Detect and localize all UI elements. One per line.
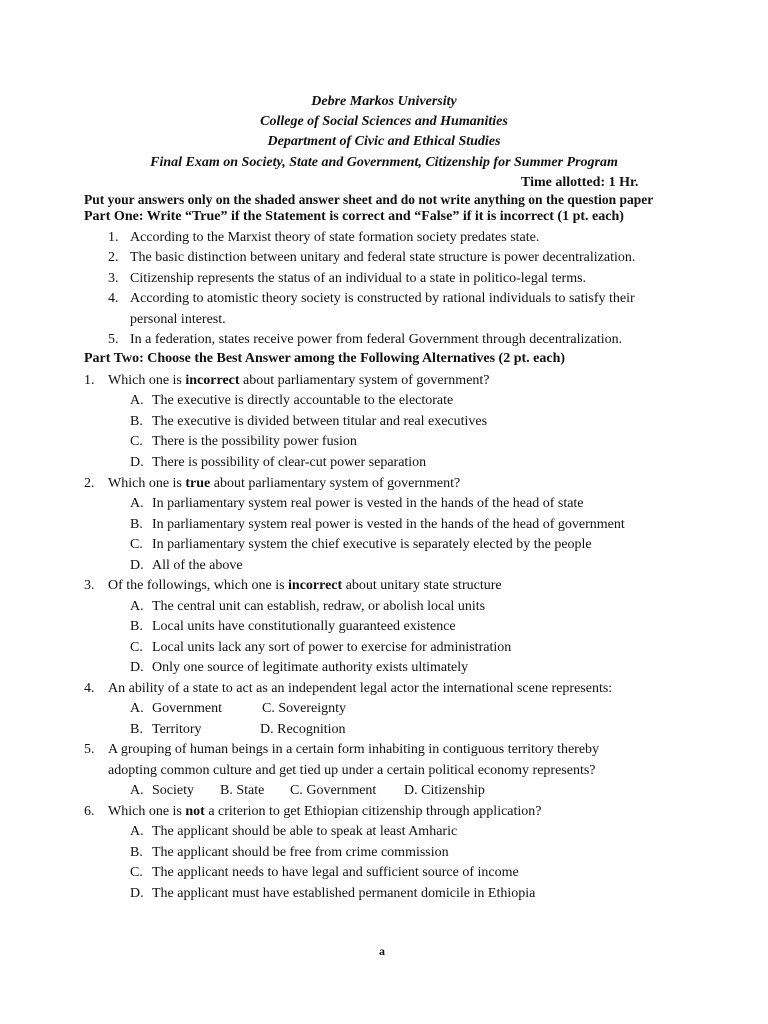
- option-letter: A.: [130, 599, 144, 614]
- statement-number: 5.: [108, 332, 119, 347]
- option-text: All of the above: [152, 558, 243, 573]
- question-emphasis: true: [185, 476, 211, 491]
- option-text: C. Sovereignty: [262, 701, 346, 716]
- option-letter: B.: [130, 517, 143, 532]
- option-letter: A.: [130, 701, 144, 716]
- question-text: [108, 803, 542, 821]
- question-number: 3.: [84, 578, 95, 593]
- question-text: [108, 475, 460, 493]
- question-number: 1.: [84, 373, 95, 388]
- option-letter: C.: [130, 865, 143, 880]
- question-text-part: a criterion to get Ethiopian citizenship through application?: [204, 804, 542, 819]
- page-marker: a: [379, 944, 385, 958]
- statement-text-continued: personal interest.: [130, 312, 226, 327]
- statement-text: According to the Marxist theory of state formation society predates state.: [130, 230, 540, 245]
- option-text: The applicant must have established permanent domicile in Ethiopia: [152, 886, 536, 901]
- question-emphasis: incorrect: [288, 578, 343, 593]
- option-text: The applicant needs to have legal and sufficient source of income: [152, 865, 519, 880]
- college-name: College of Social Sciences and Humanities: [260, 114, 508, 129]
- statement-text: The basic distinction between unitary and federal state structure is power decentralization.: [130, 250, 636, 265]
- option-letter: B.: [130, 414, 143, 429]
- option-text: The executive is directly accountable to the electorate: [152, 393, 454, 408]
- option-text: Government: [152, 701, 222, 716]
- option-text: Territory: [152, 722, 202, 737]
- option-letter: D.: [130, 558, 144, 573]
- option-text: In parliamentary system real power is vested in the hands of the head of state: [152, 496, 584, 511]
- option-text: The executive is divided between titular and real executives: [152, 414, 488, 429]
- option-text: There is possibility of clear-cut power separation: [152, 455, 427, 470]
- option-letter: B.: [130, 845, 143, 860]
- option-letter: D.: [130, 886, 144, 901]
- question-number: 2.: [84, 476, 95, 491]
- question-text: An ability of a state to act as an independent legal actor the international scene represents:: [108, 681, 613, 696]
- department-name: Department of Civic and Ethical Studies: [267, 134, 501, 149]
- option-letter: A.: [130, 496, 144, 511]
- option-text: In parliamentary system real power is vested in the hands of the head of government: [152, 517, 625, 532]
- time-allotted: Time allotted: 1 Hr.: [521, 175, 639, 190]
- question-number: 5.: [84, 742, 95, 757]
- question-number: 4.: [84, 681, 95, 696]
- option-text: Local units lack any sort of power to exercise for administration: [152, 640, 512, 655]
- option-text: D. Citizenship: [404, 783, 485, 798]
- option-letter: C.: [130, 537, 143, 552]
- option-letter: B.: [130, 619, 143, 634]
- option-letter: D.: [130, 660, 144, 675]
- option-letter: A.: [130, 824, 144, 839]
- option-text: In parliamentary system the chief executive is separately elected by the people: [152, 537, 592, 552]
- question-text-part: about parliamentary system of government?: [210, 476, 461, 491]
- option-text: The applicant should be free from crime commission: [152, 845, 449, 860]
- part-one-heading: Part One: Write “True” if the Statement is correct and “False” if it is incorrect (1 pt. each): [84, 209, 624, 224]
- option-text: The central unit can establish, redraw, or abolish local units: [152, 599, 486, 614]
- option-letter: D.: [130, 455, 144, 470]
- question-text-part: Which one is: [108, 373, 186, 388]
- question-emphasis: incorrect: [185, 373, 240, 388]
- option-letter: C.: [130, 434, 143, 449]
- question-text-part: Of the followings, which one is: [108, 578, 289, 593]
- statement-text: Citizenship represents the status of an individual to a state in politico-legal terms.: [130, 271, 587, 286]
- question-text-part: about unitary state structure: [342, 578, 502, 593]
- option-text: D. Recognition: [260, 722, 346, 737]
- university-name: Debre Markos University: [311, 94, 457, 109]
- statement-number: 2.: [108, 250, 119, 265]
- option-letter: A.: [130, 393, 144, 408]
- option-letter: A.: [130, 783, 144, 798]
- question-text: [108, 372, 490, 390]
- question-text-part: about parliamentary system of government?: [239, 373, 490, 388]
- option-text: B. State: [220, 783, 265, 798]
- question-text-part: Which one is: [108, 804, 186, 819]
- statement-number: 3.: [108, 271, 119, 286]
- question-text: [108, 577, 502, 595]
- statement-number: 4.: [108, 291, 119, 306]
- option-letter: B.: [130, 722, 143, 737]
- option-text: Society: [152, 783, 194, 798]
- option-text: The applicant should be able to speak at least Amharic: [152, 824, 458, 839]
- instruction-line: Put your answers only on the shaded answer sheet and do not write anything on the question paper: [84, 192, 654, 207]
- option-text: There is the possibility power fusion: [152, 434, 357, 449]
- option-text: Local units have constitutionally guaranteed existence: [152, 619, 456, 634]
- part-two-label: Part Two: [84, 351, 140, 366]
- option-text: Only one source of legitimate authority exists ultimately: [152, 660, 469, 675]
- question-number: 6.: [84, 804, 95, 819]
- question-text-continued: adopting common culture and get tied up under a certain political economy represents?: [108, 763, 596, 778]
- part-two-heading: [84, 351, 565, 367]
- question-emphasis: not: [185, 804, 205, 819]
- statement-text: In a federation, states receive power from federal Government through decentralization.: [130, 332, 623, 347]
- part-two-instruction: : Choose the Best Answer among the Following Alternatives (2 pt. each): [139, 351, 566, 366]
- statement-text: According to atomistic theory society is constructed by rational individuals to satisfy their: [130, 291, 635, 306]
- statement-number: 1.: [108, 230, 119, 245]
- exam-title: Final Exam on Society, State and Government, Citizenship for Summer Program: [150, 155, 618, 170]
- option-text: C. Government: [290, 783, 377, 798]
- question-text-part: Which one is: [108, 476, 186, 491]
- option-letter: C.: [130, 640, 143, 655]
- question-text: A grouping of human beings in a certain form inhabiting in contiguous territory thereby: [108, 742, 600, 757]
